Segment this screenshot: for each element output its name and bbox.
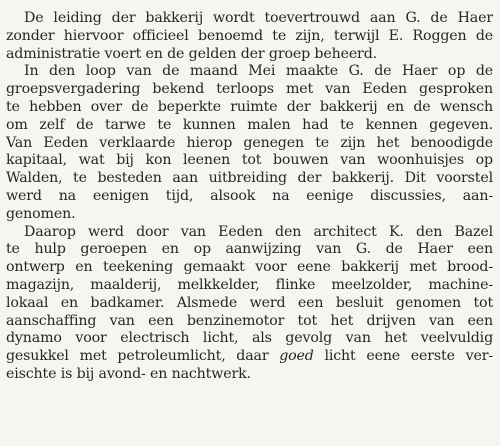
paragraph-architect-design (6, 224, 493, 384)
text-line: ontwerp en teekening gemaakt voor eene bakkerij met brood- (6, 259, 493, 276)
paragraph-bakery-management (6, 10, 493, 63)
text-line: kapitaal, wat bij kon leenen tot bouwen van woonhuisjes op (6, 152, 493, 169)
text-line (6, 348, 493, 366)
text-line: Van Eeden verklaarde hierop genegen te zijn het benoodigde (6, 134, 493, 151)
text-line: In den loop van de maand Mei maakte G. de Haer op de (24, 63, 493, 80)
text-line: te hebben over de beperkte ruimte der bakkerij en de wensch (6, 98, 493, 115)
paragraph-may-meeting (6, 63, 493, 223)
text-line: te hulp geroepen en op aanwijzing van G. de Haer een (6, 241, 493, 258)
text-line: dynamo voor electrisch licht, als gevolg van het veelvuldig (6, 330, 493, 347)
text-line: genomen. (6, 205, 76, 222)
text-line: Walden, te besteden aan uitbreiding der bakkerij. Dit voorstel (6, 170, 493, 187)
text-line: lokaal en badkamer. Alsmede werd een besluit genomen tot (6, 294, 493, 311)
text-line: aanschaffing van een benzinemotor tot het drijven van een (6, 312, 493, 329)
text-segment: gesukkel met petroleumlicht, daar (6, 348, 269, 365)
text-segment: licht eene eerste ver- (324, 348, 493, 365)
text-line: groepsvergadering bekend terloops met van Eeden gesproken (6, 81, 493, 98)
text-line: eischte is bij avond- en nachtwerk. (6, 365, 251, 382)
text-line: magazijn, maalderij, melkkelder, flinke meelzolder, machine- (6, 276, 493, 293)
text-line: zonder hiervoor officieel benoemd te zijn, terwijl E. Roggen de (6, 27, 493, 44)
text-line: werd na eenigen tijd, alsook na eenige discussies, aan- (6, 187, 493, 204)
text-line: De leiding der bakkerij wordt toevertrouwd aan G. de Haer (24, 10, 493, 26)
emphasized-word: goed (279, 348, 314, 365)
text-line: Daarop werd door van Eeden den architect K. den Bazel (24, 223, 493, 240)
text-line: om zelf de tarwe te kunnen malen had te kennen gegeven. (6, 116, 493, 133)
text-line: administratie voert en de gelden der groep beheerd. (6, 45, 377, 62)
